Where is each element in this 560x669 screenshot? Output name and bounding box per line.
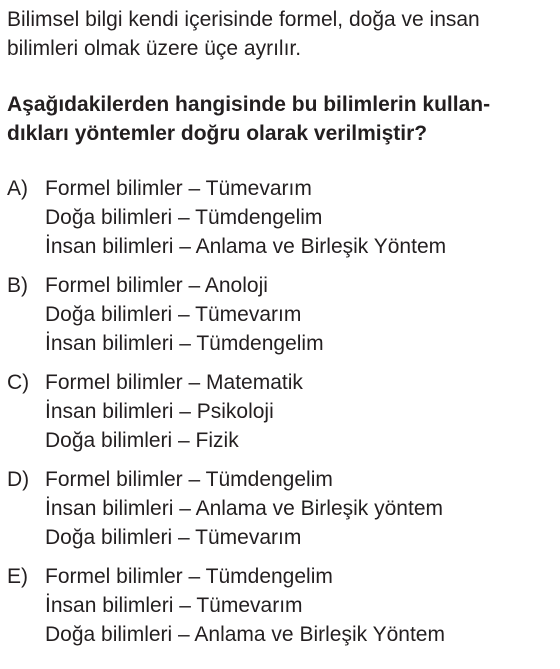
option-text	[45, 562, 445, 649]
option-line: Formel bilimler – Tümdengelim	[45, 565, 333, 588]
option-letter: E)	[7, 565, 28, 588]
option-c[interactable]	[7, 368, 560, 455]
option-line: Doğa bilimleri – Tümdengelim	[45, 206, 323, 229]
option-letter: D)	[7, 468, 30, 491]
option-line: İnsan bilimleri – Anlama ve Birleşik Yöntem	[45, 235, 447, 258]
option-d[interactable]	[7, 465, 560, 552]
question-stem	[7, 5, 560, 63]
option-letter: A)	[7, 177, 28, 200]
option-line: Doğa bilimleri – Anlama ve Birleşik Yöntem	[45, 623, 445, 646]
option-text	[45, 271, 324, 358]
option-text	[45, 368, 303, 455]
option-letter: C)	[7, 371, 30, 394]
option-line: Doğa bilimleri – Tümevarım	[45, 526, 302, 549]
option-line: İnsan bilimleri – Tümevarım	[45, 594, 303, 617]
question-line: Aşağıdakilerden hangisinde bu bilimlerin kullan-	[7, 93, 491, 116]
option-line: Formel bilimler – Tümevarım	[45, 177, 312, 200]
option-line: Formel bilimler – Anoloji	[45, 274, 268, 297]
option-e[interactable]	[7, 562, 560, 649]
option-line: Formel bilimler – Matematik	[45, 371, 303, 394]
question-line: dıkları yöntemler doğru olarak verilmiştir?	[7, 122, 428, 145]
question-prompt	[7, 90, 560, 148]
option-text	[45, 465, 443, 552]
stem-line: bilimleri olmak üzere üçe ayrılır.	[7, 37, 302, 60]
option-text	[45, 174, 446, 261]
option-a[interactable]	[7, 174, 560, 261]
option-letter: B)	[7, 274, 28, 297]
option-line: İnsan bilimleri – Psikoloji	[45, 400, 274, 423]
option-line: İnsan bilimleri – Anlama ve Birleşik yöntem	[45, 497, 443, 520]
option-line: İnsan bilimleri – Tümdengelim	[45, 332, 324, 355]
stem-line: Bilimsel bilgi kendi içerisinde formel, doğa ve insan	[7, 8, 480, 31]
option-line: Doğa bilimleri – Fizik	[45, 429, 239, 452]
option-line: Doğa bilimleri – Tümevarım	[45, 303, 302, 326]
option-line: Formel bilimler – Tümdengelim	[45, 468, 333, 491]
option-b[interactable]	[7, 271, 560, 358]
answer-options	[7, 174, 560, 649]
